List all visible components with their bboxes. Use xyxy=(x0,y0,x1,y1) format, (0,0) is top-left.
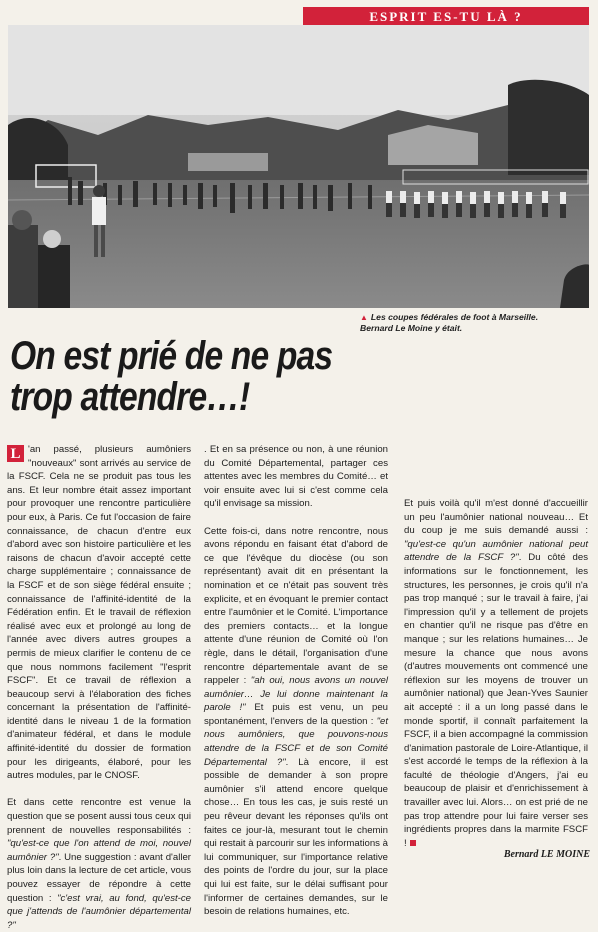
quote-text: "et nous aumôniers, que pouvons-nous attendre de la FSCF et de son Comité Départemental ?" xyxy=(204,715,388,768)
quote-text: "ah oui, nous avons un nouvel aumônier… Je lui donne maintenant la parole !" xyxy=(204,675,388,714)
paragraph-text: . Une suggestion : avant d'aller plus loin dans la lecture de cet article, vous pouvez essayer de répondre à cette question : xyxy=(7,851,191,904)
paragraph-text: Et puis voilà qu'il m'est donné d'accueillir un peu l'aumônier national nouveau… Et du coup je me suis demandé aussi : xyxy=(404,498,588,537)
headline-line-1: On est prié de ne pas xyxy=(10,334,333,378)
headline-line-2: trop attendre…! xyxy=(10,375,250,419)
paragraph xyxy=(204,443,388,511)
paragraph-text: . Là encore, il est possible de demander à son propre aumônier s'il attend encore quelque chose… En tous les cas, je suis resté un peu rêveur devant les réponses qu'ils ont faites ce jour-là, mesurant tout le chemin qui restait à parcourir sur les informations à lui communiquer, sur l'importance relative des points de l'ordre du jour, sur la place qui lui est faite, sur le délai suffisant pour l'informer de certaines demandes, sur le besoin de relations humaines, etc. xyxy=(204,756,388,918)
triangle-bullet-icon: ▲ xyxy=(360,313,368,322)
paragraph-text: 'an passé, plusieurs aumôniers "nouveaux" sont arrivés au service de la FSCF. Cela ne se produit pas tous les ans. Et leur nombre était assez important pour provoquer une rencontre particulière pour eux, à Paris. Ce fut l'occasion de faire connaissance, de chacun d'entre eux d'abord avec son histoire particulière et les raisons de chacun d'avoir accepté cette charge supplémentaire ; connaissance de la FSCF et de son siège fédéral ensuite ; connaissance de l'affinité-identité de la Fédération enfin. Et le travail de réflexion réalisé avec eux et prolongé au long de l'année avec divers autres groupes a permis de mieux clarifier le contenu de ce que nous nommons facilement "l'esprit FSCF". Et ce travail de réflexion a beaucoup servi à l'élaboration des fiches concernant la présentation de l'affinité-identité dans le niveau 1 de la formation d'animateur fédéral, et dans le module affinité-identité du dossier de formation pour les dirigeants, élaboré, pour les autres modules, par le CNOSF. xyxy=(7,444,191,782)
paragraph xyxy=(204,525,388,919)
quote-text: "c'est vrai, au fond, qu'est-ce que j'attends de l'aumônier départemental ?" xyxy=(7,892,191,931)
paragraph-text: . Du côté des informations sur le fonctionnement, les structures, les personnes, je crois qu'il n'a pas trop manqué ; sur le travail à faire, j'ai l'impression qu'il y a tellement de projets en chantier qu'il ne risque pas d'être en manque ; sur les relations humaines… Je mesure la chance que nous avons (d'autres mouvements ont commencé une réflexion sur les moyens de trouver un aumônier national) que Jean-Yves Saunier ait accepté : il a un long passé dans le monde sportif, il connaît parfaitement la FSCF, il a bien accompagné la commission d'animation pastorale de Loire-Atlantique, il s'est accordé le temps de la réflexion à la faculté de théologie d'Angers, j'ai eu beaucoup de plaisir et d'enrichissement à travailler avec lui. Alors… on est prié de ne pas trop attendre pour lui faire verser ses ingrédients propres dans la marmite FSCF ! xyxy=(404,552,589,849)
drop-cap: L xyxy=(7,445,24,462)
article-column-2 xyxy=(204,443,388,919)
paragraph xyxy=(7,443,191,783)
paragraph xyxy=(7,796,191,932)
end-mark-icon xyxy=(410,840,416,846)
paragraph-text: Et dans cette rencontre est venue la question que se posent aussi tous ceux qui prennent de nouvelles responsabilités : xyxy=(7,797,191,836)
caption-line-1: Les coupes fédérales de foot à Marseille. xyxy=(370,312,539,322)
author-signature: Bernard LE MOINE xyxy=(503,849,590,860)
football-photo xyxy=(8,25,589,308)
article-headline xyxy=(10,336,497,418)
photo-illustration xyxy=(8,25,589,308)
photo-caption xyxy=(360,312,588,334)
paragraph-text: . Et en sa présence ou non, à une réunion du Comité Départemental, partager ces attentes avec les membres du Comité… et voir ensuite avec lui si c'est comme cela qu'il envisage sa mission. xyxy=(204,444,388,510)
quote-text: "qu'est-ce qu'un aumônier national peut attendre de la FSCF ?" xyxy=(404,538,588,564)
article-column-3 xyxy=(404,497,588,850)
article-column-1 xyxy=(7,443,191,932)
rubric-banner: ESPRIT ES-TU LÀ ? xyxy=(303,7,589,26)
paragraph-text: Et puis est venu, un peu spontanément, l'envers de la question : xyxy=(204,702,388,727)
quote-text: "qu'est-ce que l'on attend de moi, nouvel aumônier ?" xyxy=(7,838,191,863)
paragraph xyxy=(404,497,588,850)
paragraph-text: Cette fois-ci, dans notre rencontre, nous avons répondu en faisant état d'abord de ce que l'évêque du diocèse (ou son représentant) avait dit en présentant la nomination et ce n'était pas souvent très explicite, et en évoquant le premier contact entre l'aumônier et le Comité. L'importance des premiers contacts… et la longue attente d'une réunion de Comité où l'on règle, dans le détail, l'organisation d'une rencontre départementale avant de se rappeler : xyxy=(204,525,388,687)
caption-line-2: Bernard Le Moine y était. xyxy=(360,323,463,333)
